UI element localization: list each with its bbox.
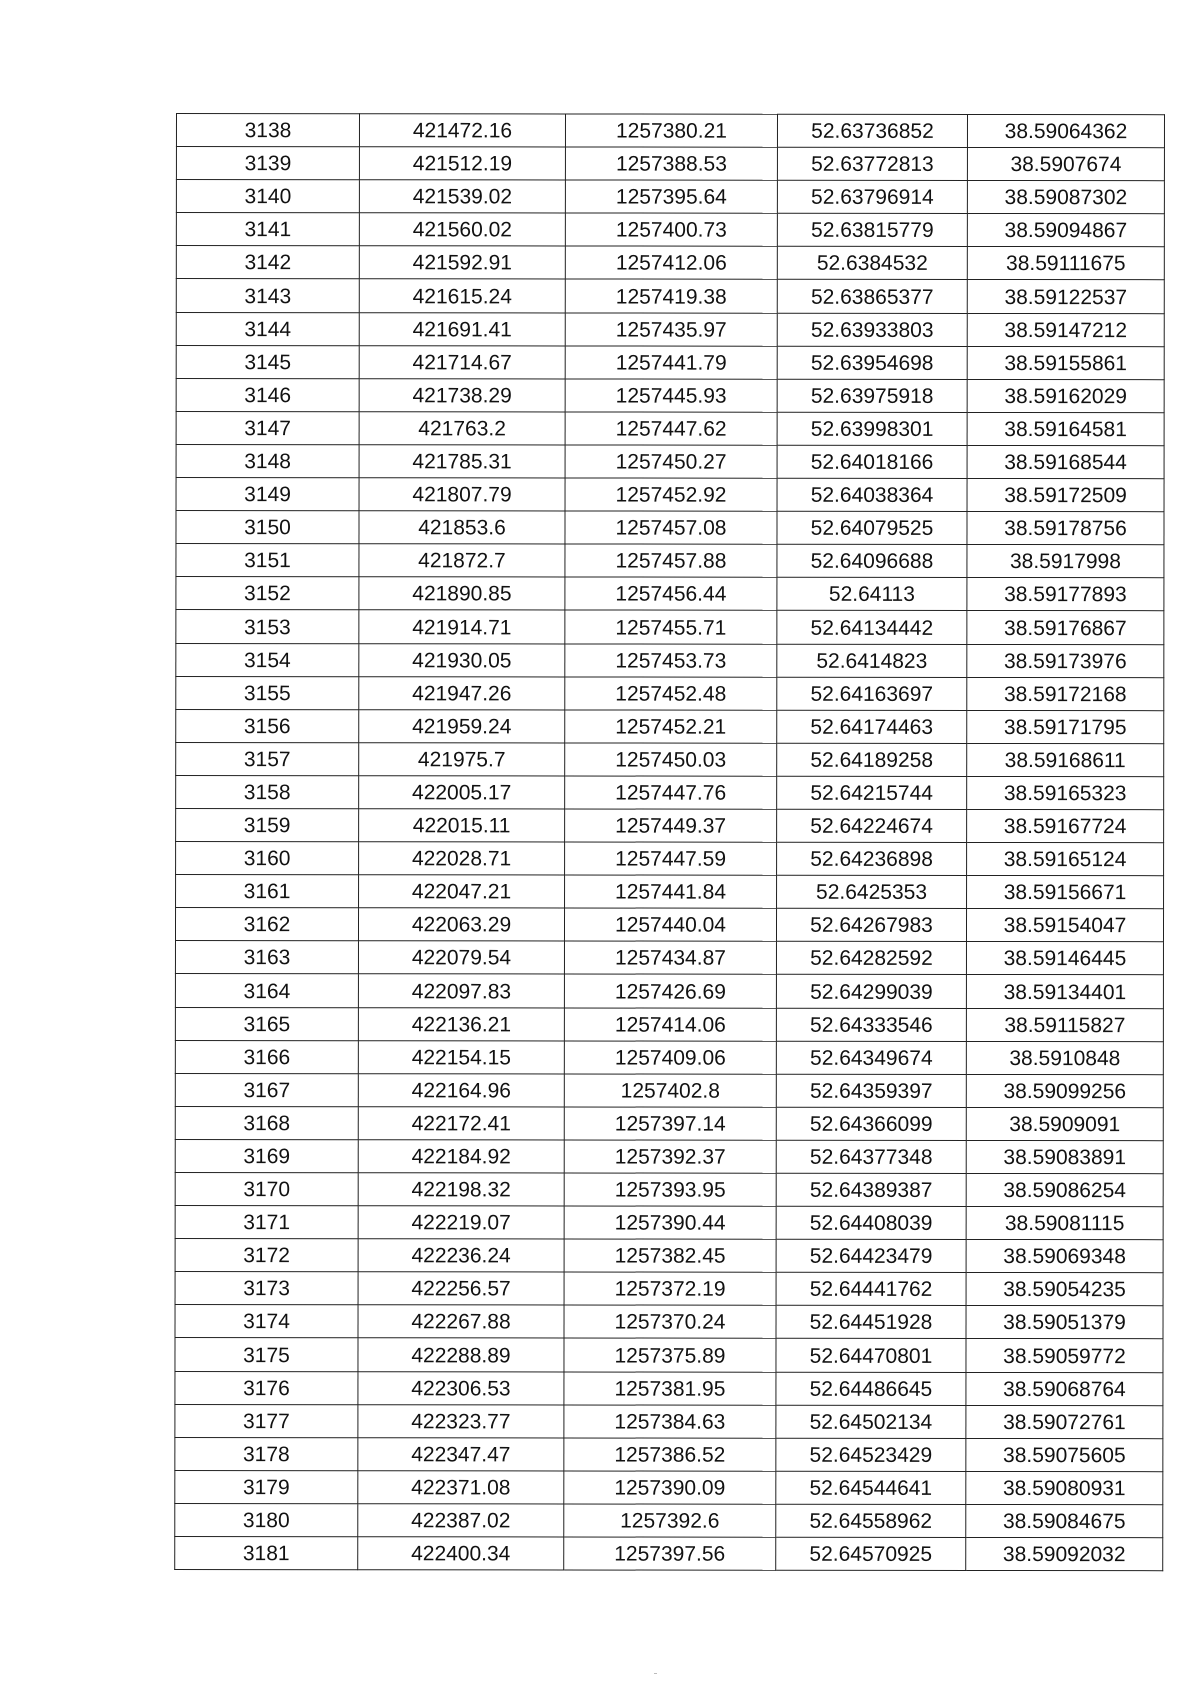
x-coordinate-cell: 422172.41 <box>358 1107 564 1140</box>
x-coordinate-cell: 421592.91 <box>359 246 565 279</box>
y-coordinate-cell: 1257375.89 <box>564 1338 776 1371</box>
x-coordinate-cell: 422400.34 <box>358 1537 564 1570</box>
y-coordinate-cell: 1257449.37 <box>565 809 777 842</box>
coordinate-table-body <box>175 114 1165 1571</box>
point-number-cell: 3161 <box>176 875 359 908</box>
table-row <box>175 1206 1163 1240</box>
y-coordinate-cell: 1257386.52 <box>564 1438 776 1471</box>
x-coordinate-cell: 421785.31 <box>359 445 565 478</box>
point-number-cell: 3164 <box>175 974 358 1007</box>
latitude-cell: 52.64215744 <box>777 776 967 809</box>
point-number-cell: 3138 <box>176 114 359 147</box>
longitude-cell: 38.59111675 <box>967 247 1164 280</box>
point-number-cell: 3157 <box>176 742 359 775</box>
longitude-cell: 38.59172509 <box>967 478 1164 511</box>
y-coordinate-cell: 1257441.79 <box>565 346 777 379</box>
table-row <box>175 941 1163 975</box>
point-number-cell: 3177 <box>175 1404 358 1437</box>
latitude-cell: 52.64096688 <box>777 544 967 577</box>
longitude-cell: 38.59165124 <box>967 843 1164 876</box>
longitude-cell: 38.59099256 <box>966 1074 1163 1107</box>
coordinate-table <box>174 113 1165 1571</box>
table-row <box>176 411 1164 445</box>
latitude-cell: 52.64224674 <box>777 809 967 842</box>
y-coordinate-cell: 1257452.21 <box>565 710 777 743</box>
table-row <box>175 1272 1163 1306</box>
longitude-cell: 38.59171795 <box>967 710 1164 743</box>
point-number-cell: 3142 <box>176 246 359 279</box>
latitude-cell: 52.63736852 <box>777 114 967 147</box>
latitude-cell: 52.63865377 <box>777 280 967 313</box>
table-row <box>176 180 1164 214</box>
table-row <box>175 1106 1163 1140</box>
point-number-cell: 3163 <box>175 941 358 974</box>
point-number-cell: 3148 <box>176 444 359 477</box>
y-coordinate-cell: 1257395.64 <box>565 180 777 213</box>
point-number-cell: 3146 <box>176 378 359 411</box>
longitude-cell: 38.59173976 <box>967 644 1164 677</box>
latitude-cell: 52.64189258 <box>777 743 967 776</box>
latitude-cell: 52.64486645 <box>776 1372 966 1405</box>
x-coordinate-cell: 422306.53 <box>358 1371 564 1404</box>
latitude-cell: 52.6414823 <box>777 644 967 677</box>
latitude-cell: 52.64544641 <box>776 1471 966 1504</box>
longitude-cell: 38.59172168 <box>967 677 1164 710</box>
point-number-cell: 3172 <box>175 1239 358 1272</box>
latitude-cell: 52.63933803 <box>777 313 967 346</box>
x-coordinate-cell: 422371.08 <box>358 1471 564 1504</box>
table-row <box>176 444 1164 478</box>
point-number-cell: 3173 <box>175 1272 358 1305</box>
latitude-cell: 52.6384532 <box>777 247 967 280</box>
point-number-cell: 3175 <box>175 1338 358 1371</box>
table-row <box>176 544 1164 578</box>
y-coordinate-cell: 1257456.44 <box>565 577 777 610</box>
x-coordinate-cell: 422136.21 <box>358 1007 564 1040</box>
point-number-cell: 3156 <box>176 709 359 742</box>
y-coordinate-cell: 1257392.37 <box>564 1140 776 1173</box>
table-row <box>175 1338 1163 1372</box>
longitude-cell: 38.59178756 <box>967 512 1164 545</box>
table-row <box>175 1470 1163 1504</box>
x-coordinate-cell: 421853.6 <box>359 511 565 544</box>
y-coordinate-cell: 1257390.44 <box>564 1206 776 1239</box>
y-coordinate-cell: 1257412.06 <box>565 246 777 279</box>
table-row <box>175 974 1163 1008</box>
table-row <box>176 577 1164 611</box>
x-coordinate-cell: 421738.29 <box>359 378 565 411</box>
x-coordinate-cell: 422387.02 <box>358 1504 564 1537</box>
point-number-cell: 3143 <box>176 279 359 312</box>
point-number-cell: 3181 <box>175 1537 358 1570</box>
y-coordinate-cell: 1257380.21 <box>565 114 777 147</box>
table-row <box>176 775 1164 809</box>
x-coordinate-cell: 422267.88 <box>358 1305 564 1338</box>
table-row <box>176 610 1164 644</box>
y-coordinate-cell: 1257452.92 <box>565 478 777 511</box>
y-coordinate-cell: 1257419.38 <box>565 279 777 312</box>
longitude-cell: 38.59177893 <box>967 578 1164 611</box>
table-row <box>176 345 1164 379</box>
longitude-cell: 38.59146445 <box>966 942 1163 975</box>
longitude-cell: 38.59083891 <box>966 1140 1163 1173</box>
point-number-cell: 3140 <box>176 180 359 213</box>
point-number-cell: 3170 <box>175 1172 358 1205</box>
longitude-cell: 38.59075605 <box>966 1438 1163 1471</box>
longitude-cell: 38.59155861 <box>967 346 1164 379</box>
y-coordinate-cell: 1257393.95 <box>564 1173 776 1206</box>
latitude-cell: 52.64570925 <box>776 1537 966 1570</box>
longitude-cell: 38.59084675 <box>966 1504 1163 1537</box>
latitude-cell: 52.64282592 <box>776 942 966 975</box>
latitude-cell: 52.64163697 <box>777 677 967 710</box>
y-coordinate-cell: 1257372.19 <box>564 1272 776 1305</box>
x-coordinate-cell: 422288.89 <box>358 1338 564 1371</box>
longitude-cell: 38.59051379 <box>966 1306 1163 1339</box>
y-coordinate-cell: 1257445.93 <box>565 379 777 412</box>
latitude-cell: 52.64174463 <box>777 710 967 743</box>
y-coordinate-cell: 1257397.56 <box>564 1537 776 1570</box>
x-coordinate-cell: 421959.24 <box>359 709 565 742</box>
x-coordinate-cell: 421914.71 <box>359 610 565 643</box>
latitude-cell: 52.63954698 <box>777 346 967 379</box>
x-coordinate-cell: 422097.83 <box>358 974 564 1007</box>
longitude-cell: 38.59168611 <box>967 743 1164 776</box>
table-row <box>175 908 1163 942</box>
latitude-cell: 52.64558962 <box>776 1504 966 1537</box>
latitude-cell: 52.64359397 <box>776 1074 966 1107</box>
y-coordinate-cell: 1257382.45 <box>564 1239 776 1272</box>
longitude-cell: 38.59072761 <box>966 1405 1163 1438</box>
longitude-cell: 38.59165323 <box>967 776 1164 809</box>
y-coordinate-cell: 1257390.09 <box>564 1471 776 1504</box>
table-row <box>175 1239 1163 1273</box>
longitude-cell: 38.59115827 <box>966 1008 1163 1041</box>
latitude-cell: 52.64451928 <box>776 1306 966 1339</box>
x-coordinate-cell: 421691.41 <box>359 312 565 345</box>
latitude-cell: 52.64267983 <box>776 908 966 941</box>
latitude-cell: 52.64079525 <box>777 511 967 544</box>
point-number-cell: 3141 <box>176 213 359 246</box>
table-row <box>176 147 1164 181</box>
latitude-cell: 52.64038364 <box>777 478 967 511</box>
x-coordinate-cell: 422198.32 <box>358 1173 564 1206</box>
table-row <box>176 643 1164 677</box>
longitude-cell: 38.59087302 <box>967 181 1164 214</box>
longitude-cell: 38.59154047 <box>966 909 1163 942</box>
table-row <box>175 1371 1163 1405</box>
point-number-cell: 3167 <box>175 1073 358 1106</box>
table-row <box>176 808 1164 842</box>
point-number-cell: 3144 <box>176 312 359 345</box>
x-coordinate-cell: 421807.79 <box>359 478 565 511</box>
longitude-cell: 38.59176867 <box>967 611 1164 644</box>
x-coordinate-cell: 422164.96 <box>358 1073 564 1106</box>
y-coordinate-cell: 1257447.62 <box>565 412 777 445</box>
y-coordinate-cell: 1257392.6 <box>564 1504 776 1537</box>
table-row <box>175 1305 1163 1339</box>
x-coordinate-cell: 421872.7 <box>359 544 565 577</box>
latitude-cell: 52.63772813 <box>777 147 967 180</box>
table-row <box>175 1503 1163 1537</box>
point-number-cell: 3169 <box>175 1139 358 1172</box>
latitude-cell: 52.64333546 <box>776 1008 966 1041</box>
latitude-cell: 52.64408039 <box>776 1206 966 1239</box>
y-coordinate-cell: 1257453.73 <box>565 643 777 676</box>
latitude-cell: 52.64470801 <box>776 1339 966 1372</box>
point-number-cell: 3147 <box>176 411 359 444</box>
y-coordinate-cell: 1257457.88 <box>565 544 777 577</box>
x-coordinate-cell: 421763.2 <box>359 412 565 445</box>
table-row <box>175 1537 1163 1571</box>
x-coordinate-cell: 421512.19 <box>359 147 565 180</box>
x-coordinate-cell: 422015.11 <box>359 809 565 842</box>
longitude-cell: 38.5909091 <box>966 1107 1163 1140</box>
point-number-cell: 3153 <box>176 610 359 643</box>
table-row <box>176 676 1164 710</box>
x-coordinate-cell: 421890.85 <box>359 577 565 610</box>
table-row <box>176 312 1164 346</box>
point-number-cell: 3145 <box>176 345 359 378</box>
point-number-cell: 3158 <box>176 775 359 808</box>
y-coordinate-cell: 1257409.06 <box>564 1041 776 1074</box>
point-number-cell: 3150 <box>176 511 359 544</box>
longitude-cell: 38.5910848 <box>966 1041 1163 1074</box>
longitude-cell: 38.59064362 <box>967 114 1164 147</box>
point-number-cell: 3152 <box>176 577 359 610</box>
point-number-cell: 3165 <box>175 1007 358 1040</box>
longitude-cell: 38.5907674 <box>967 148 1164 181</box>
y-coordinate-cell: 1257455.71 <box>565 610 777 643</box>
longitude-cell: 38.59086254 <box>966 1173 1163 1206</box>
point-number-cell: 3180 <box>175 1503 358 1536</box>
y-coordinate-cell: 1257388.53 <box>565 147 777 180</box>
latitude-cell: 52.63998301 <box>777 412 967 445</box>
point-number-cell: 3179 <box>175 1470 358 1503</box>
table-row <box>175 1437 1163 1471</box>
point-number-cell: 3168 <box>175 1106 358 1139</box>
latitude-cell: 52.64299039 <box>776 975 966 1008</box>
x-coordinate-cell: 422256.57 <box>358 1272 564 1305</box>
x-coordinate-cell: 422347.47 <box>358 1437 564 1470</box>
table-row <box>175 1007 1163 1041</box>
y-coordinate-cell: 1257457.08 <box>565 511 777 544</box>
table-row <box>175 1040 1163 1074</box>
longitude-cell: 38.59059772 <box>966 1339 1163 1372</box>
y-coordinate-cell: 1257381.95 <box>564 1372 776 1405</box>
x-coordinate-cell: 422184.92 <box>358 1140 564 1173</box>
latitude-cell: 52.6425353 <box>777 875 967 908</box>
longitude-cell: 38.59054235 <box>966 1273 1163 1306</box>
table-row <box>176 114 1164 148</box>
longitude-cell: 38.59164581 <box>967 412 1164 445</box>
longitude-cell: 38.59134401 <box>966 975 1163 1008</box>
x-coordinate-cell: 421930.05 <box>359 643 565 676</box>
point-number-cell: 3149 <box>176 478 359 511</box>
longitude-cell: 38.59167724 <box>967 809 1164 842</box>
longitude-cell: 38.59080931 <box>966 1471 1163 1504</box>
table-row <box>176 213 1164 247</box>
table-row <box>175 1139 1163 1173</box>
table-row <box>176 279 1164 313</box>
point-number-cell: 3162 <box>175 908 358 941</box>
x-coordinate-cell: 421539.02 <box>359 180 565 213</box>
y-coordinate-cell: 1257447.59 <box>565 842 777 875</box>
table-row <box>176 875 1164 909</box>
y-coordinate-cell: 1257440.04 <box>564 908 776 941</box>
x-coordinate-cell: 421560.02 <box>359 213 565 246</box>
y-coordinate-cell: 1257414.06 <box>564 1008 776 1041</box>
coordinate-table-sheet <box>174 113 1164 1571</box>
point-number-cell: 3160 <box>176 842 359 875</box>
point-number-cell: 3159 <box>176 808 359 841</box>
y-coordinate-cell: 1257450.27 <box>565 445 777 478</box>
latitude-cell: 52.64349674 <box>776 1041 966 1074</box>
y-coordinate-cell: 1257447.76 <box>565 776 777 809</box>
table-row <box>175 1172 1163 1206</box>
point-number-cell: 3151 <box>176 544 359 577</box>
x-coordinate-cell: 422236.24 <box>358 1239 564 1272</box>
table-row <box>175 1073 1163 1107</box>
point-number-cell: 3154 <box>176 643 359 676</box>
point-number-cell: 3166 <box>175 1040 358 1073</box>
table-row <box>176 511 1164 545</box>
longitude-cell: 38.59068764 <box>966 1372 1163 1405</box>
y-coordinate-cell: 1257370.24 <box>564 1305 776 1338</box>
latitude-cell: 52.64423479 <box>776 1239 966 1272</box>
y-coordinate-cell: 1257384.63 <box>564 1405 776 1438</box>
longitude-cell: 38.59156671 <box>967 876 1164 909</box>
y-coordinate-cell: 1257450.03 <box>565 743 777 776</box>
y-coordinate-cell: 1257434.87 <box>564 941 776 974</box>
x-coordinate-cell: 422219.07 <box>358 1206 564 1239</box>
x-coordinate-cell: 421975.7 <box>359 743 565 776</box>
x-coordinate-cell: 421947.26 <box>359 676 565 709</box>
longitude-cell: 38.59162029 <box>967 379 1164 412</box>
latitude-cell: 52.64236898 <box>777 842 967 875</box>
x-coordinate-cell: 422079.54 <box>358 941 564 974</box>
x-coordinate-cell: 422005.17 <box>359 776 565 809</box>
x-coordinate-cell: 422063.29 <box>358 908 564 941</box>
latitude-cell: 52.64389387 <box>776 1173 966 1206</box>
latitude-cell: 52.64377348 <box>776 1140 966 1173</box>
y-coordinate-cell: 1257435.97 <box>565 313 777 346</box>
x-coordinate-cell: 421472.16 <box>359 114 565 147</box>
point-number-cell: 3176 <box>175 1371 358 1404</box>
x-coordinate-cell: 421714.67 <box>359 345 565 378</box>
longitude-cell: 38.59122537 <box>967 280 1164 313</box>
latitude-cell: 52.64523429 <box>776 1438 966 1471</box>
x-coordinate-cell: 422028.71 <box>359 842 565 875</box>
y-coordinate-cell: 1257426.69 <box>564 974 776 1007</box>
latitude-cell: 52.63815779 <box>777 214 967 247</box>
latitude-cell: 52.64018166 <box>777 445 967 478</box>
latitude-cell: 52.64113 <box>777 578 967 611</box>
point-number-cell: 3178 <box>175 1437 358 1470</box>
longitude-cell: 38.59168544 <box>967 445 1164 478</box>
scan-speck <box>654 1673 657 1674</box>
point-number-cell: 3171 <box>175 1206 358 1239</box>
y-coordinate-cell: 1257441.84 <box>565 875 777 908</box>
table-row <box>176 842 1164 876</box>
latitude-cell: 52.64134442 <box>777 611 967 644</box>
y-coordinate-cell: 1257452.48 <box>565 677 777 710</box>
latitude-cell: 52.64502134 <box>776 1405 966 1438</box>
table-row <box>176 478 1164 512</box>
point-number-cell: 3155 <box>176 676 359 709</box>
latitude-cell: 52.64441762 <box>776 1273 966 1306</box>
longitude-cell: 38.59081115 <box>966 1207 1163 1240</box>
latitude-cell: 52.63975918 <box>777 379 967 412</box>
table-row <box>176 709 1164 743</box>
y-coordinate-cell: 1257397.14 <box>564 1107 776 1140</box>
latitude-cell: 52.64366099 <box>776 1107 966 1140</box>
table-row <box>176 378 1164 412</box>
longitude-cell: 38.59147212 <box>967 313 1164 346</box>
x-coordinate-cell: 422154.15 <box>358 1040 564 1073</box>
point-number-cell: 3174 <box>175 1305 358 1338</box>
latitude-cell: 52.63796914 <box>777 180 967 213</box>
x-coordinate-cell: 422047.21 <box>359 875 565 908</box>
x-coordinate-cell: 421615.24 <box>359 279 565 312</box>
point-number-cell: 3139 <box>176 147 359 180</box>
x-coordinate-cell: 422323.77 <box>358 1404 564 1437</box>
y-coordinate-cell: 1257402.8 <box>564 1074 776 1107</box>
longitude-cell: 38.5917998 <box>967 545 1164 578</box>
table-row <box>176 246 1164 280</box>
y-coordinate-cell: 1257400.73 <box>565 213 777 246</box>
table-row <box>175 1404 1163 1438</box>
table-row <box>176 742 1164 776</box>
longitude-cell: 38.59092032 <box>966 1537 1163 1570</box>
longitude-cell: 38.59069348 <box>966 1240 1163 1273</box>
longitude-cell: 38.59094867 <box>967 214 1164 247</box>
